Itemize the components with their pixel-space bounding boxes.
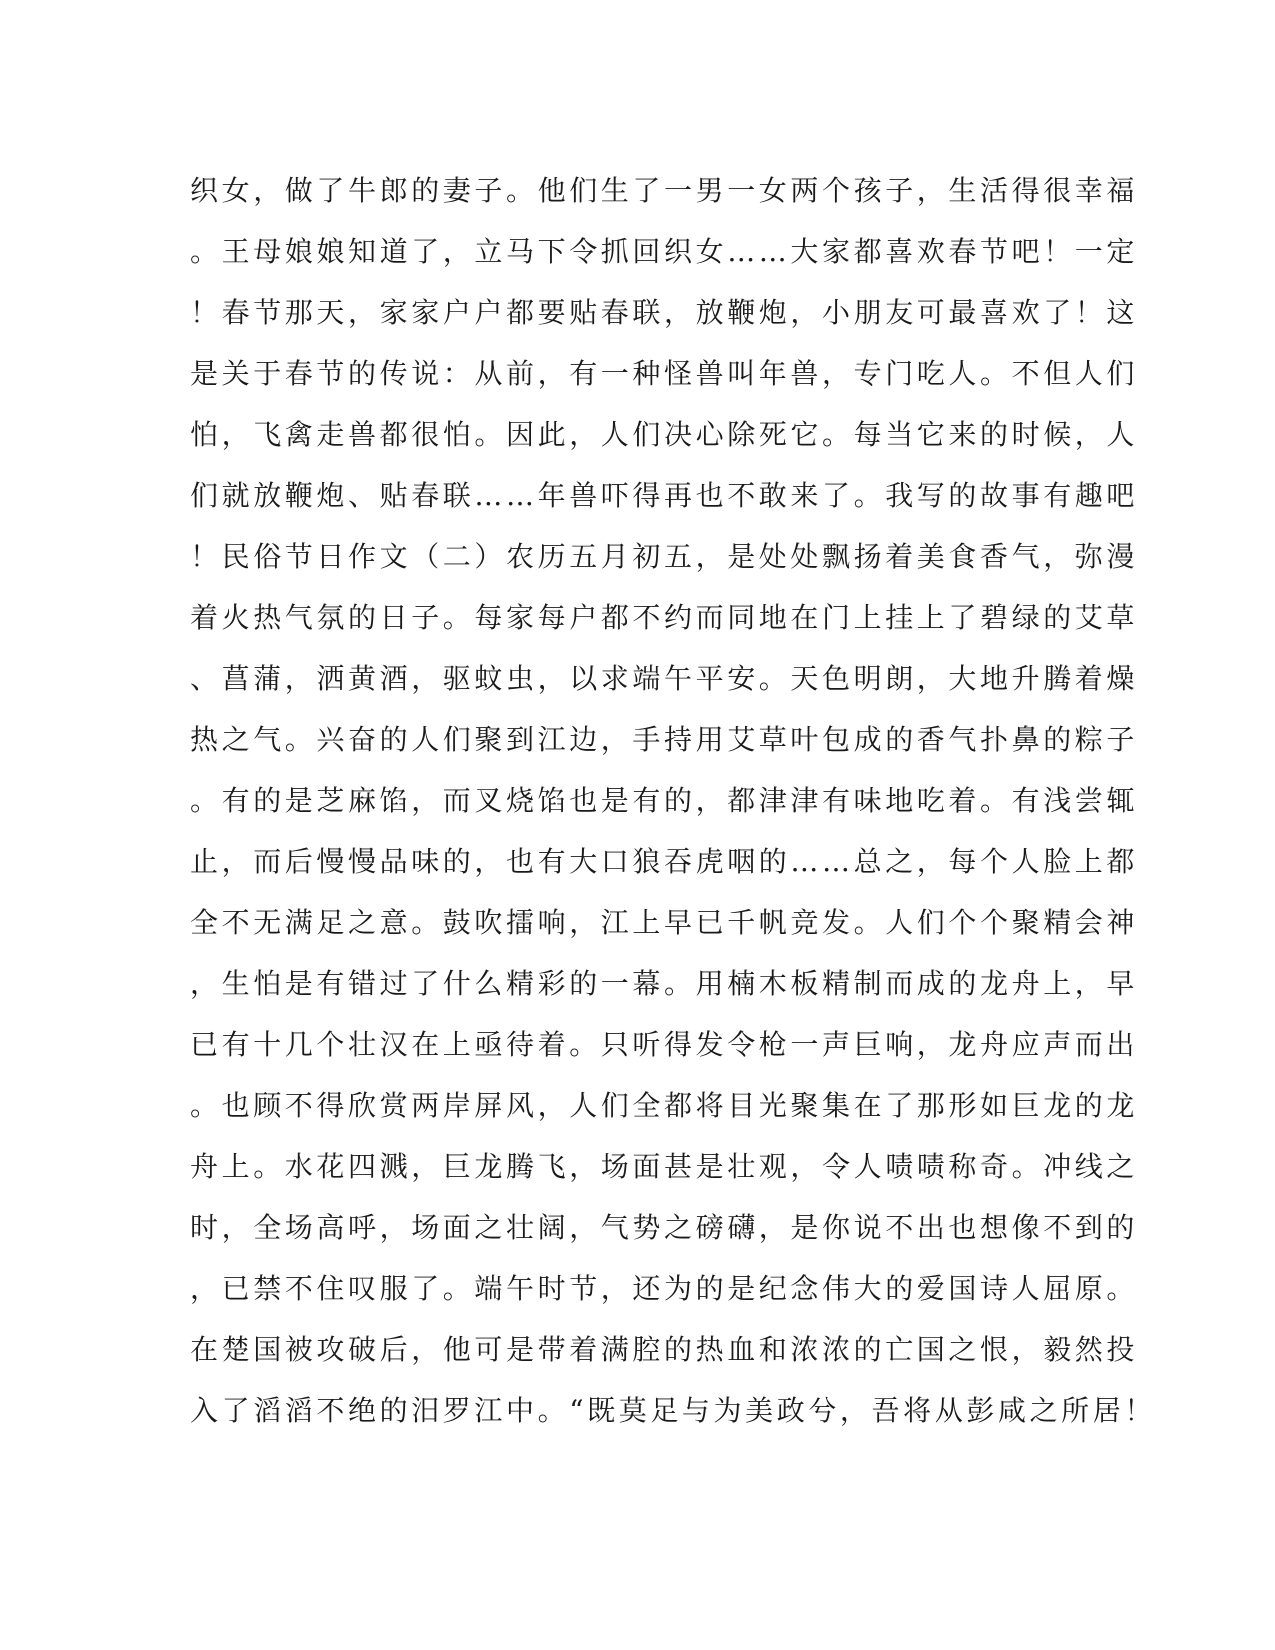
text-line: 入了滔滔不绝的汨罗江中。“既莫足与为美政兮，吾将从彭咸之所居！	[190, 1394, 1156, 1427]
text-line: 。王母娘娘知道了，立马下令抓回织女……大家都喜欢春节吧！一定	[190, 235, 1139, 268]
text-line: 。有的是芝麻馅，而叉烧馅也是有的，都津津有味地吃着。有浅尝辄	[190, 784, 1139, 817]
text-line: ，已禁不住叹服了。端午时节，还为的是纪念伟大的爱国诗人屈原。	[190, 1272, 1139, 1305]
text-line: 舟上。水花四溅，巨龙腾飞，场面甚是壮观，令人啧啧称奇。冲线之	[190, 1150, 1139, 1183]
text-line: 着火热气氛的日子。每家每户都不约而同地在门上挂上了碧绿的艾草	[190, 601, 1139, 634]
text-line: 时，全场高呼，场面之壮阔，气势之磅礴，是你说不出也想像不到的	[190, 1211, 1139, 1244]
text-line: 们就放鞭炮、贴春联……年兽吓得再也不敢来了。我写的故事有趣吧	[190, 479, 1139, 512]
text-line: ！民俗节日作文（二）农历五月初五，是处处飘扬着美食香气，弥漫	[190, 540, 1139, 573]
text-line: 怕，飞禽走兽都很怕。因此，人们决心除死它。每当它来的时候，人	[190, 418, 1139, 451]
text-line: 织女，做了牛郎的妻子。他们生了一男一女两个孩子，生活得很幸福	[190, 174, 1139, 207]
text-line: 是关于春节的传说：从前，有一种怪兽叫年兽，专门吃人。不但人们	[190, 357, 1139, 390]
text-line: 在楚国被攻破后，他可是带着满腔的热血和浓浓的亡国之恨，毅然投	[190, 1333, 1139, 1366]
text-line: 已有十几个壮汉在上亟待着。只听得发令枪一声巨响，龙舟应声而出	[190, 1028, 1139, 1061]
text-line: 。也顾不得欣赏两岸屏风，人们全都将目光聚集在了那形如巨龙的龙	[190, 1089, 1139, 1122]
text-line: ，生怕是有错过了什么精彩的一幕。用楠木板精制而成的龙舟上，早	[190, 967, 1139, 1000]
body-text	[190, 160, 1156, 1441]
text-line: 全不无满足之意。鼓吹擂响，江上早已千帆竞发。人们个个聚精会神	[190, 906, 1139, 939]
text-line: 止，而后慢慢品味的，也有大口狼吞虎咽的……总之，每个人脸上都	[190, 845, 1139, 878]
text-line: 热之气。兴奋的人们聚到江边，手持用艾草叶包成的香气扑鼻的粽子	[190, 723, 1139, 756]
text-line: ！春节那天，家家户户都要贴春联，放鞭炮，小朋友可最喜欢了！这	[190, 296, 1139, 329]
text-line: 、菖蒲，洒黄酒，驱蚊虫，以求端午平安。天色明朗，大地升腾着燥	[190, 662, 1139, 695]
